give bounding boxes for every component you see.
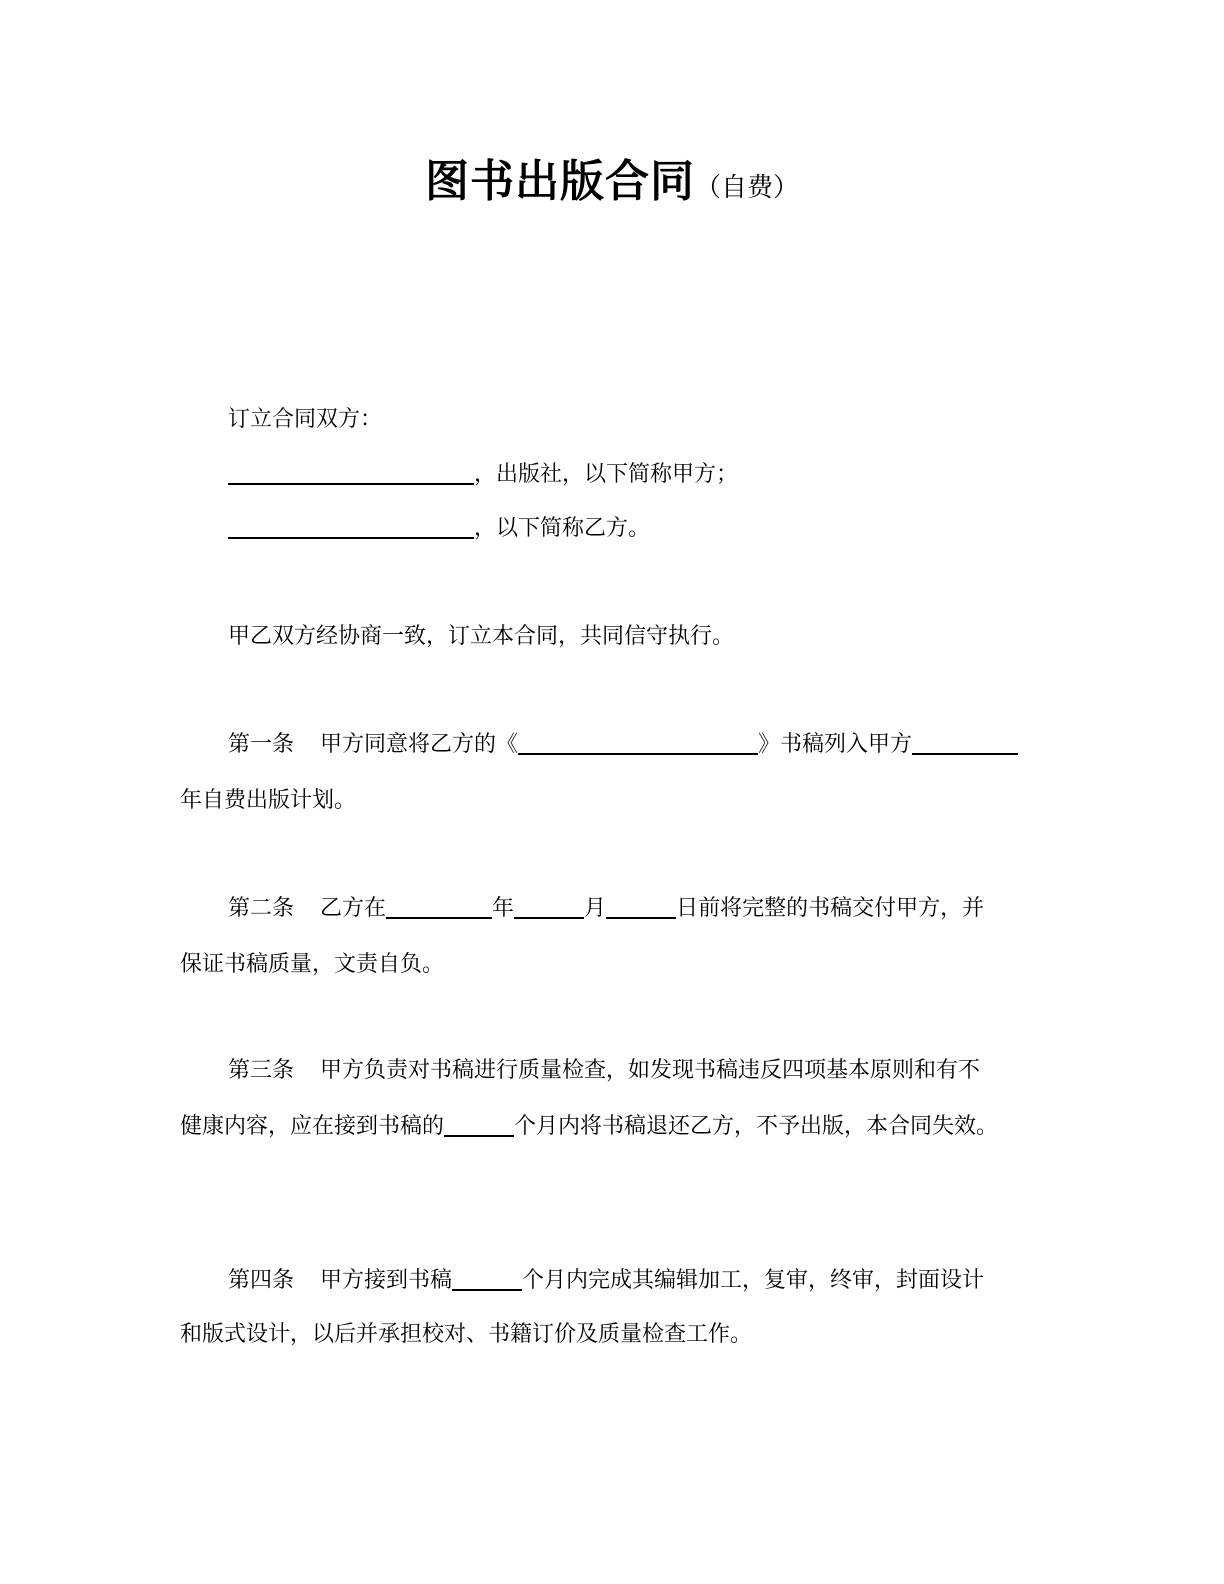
article-1-text-b: 》书稿列入甲方 <box>758 732 913 757</box>
article-4-line-1 <box>228 1266 984 1296</box>
article-2-text-a: 乙方在 <box>320 896 387 921</box>
return-months-blank[interactable] <box>444 1113 514 1137</box>
article-1-line-1 <box>228 730 1018 760</box>
party-b-line <box>228 514 650 544</box>
article-1-line-2: 年自费出版计划。 <box>180 788 357 813</box>
article-4-label: 第四条 <box>228 1268 295 1293</box>
book-title-blank[interactable] <box>518 731 758 755</box>
article-3-line-1 <box>228 1056 980 1086</box>
plan-year-blank[interactable] <box>912 731 1018 755</box>
title-subtitle: （自费） <box>694 173 799 203</box>
title-main: 图书出版合同 <box>424 156 695 207</box>
article-2-text-c: 月 <box>584 896 607 921</box>
delivery-year-blank[interactable] <box>386 895 492 919</box>
article-3-text-c: 个月内将书稿退还乙方，不予出版，本合同失效。 <box>514 1114 999 1139</box>
article-3-text-a: 甲方负责对书稿进行质量检查，如发现书稿违反四项基本原则和有不 <box>320 1058 981 1083</box>
party-b-blank[interactable] <box>228 515 474 539</box>
parties-heading: 订立合同双方： <box>228 407 383 432</box>
preamble: 甲乙双方经协商一致，订立本合同，共同信守执行。 <box>228 624 735 649</box>
delivery-month-blank[interactable] <box>514 895 584 919</box>
article-4-text-a: 甲方接到书稿 <box>320 1268 453 1293</box>
delivery-day-blank[interactable] <box>606 895 676 919</box>
article-4-line-2: 和版式设计，以后并承担校对、书籍订价及质量检查工作。 <box>180 1322 753 1347</box>
party-b-text: ，以下简称乙方。 <box>474 516 651 541</box>
article-1-text-a: 甲方同意将乙方的《 <box>320 732 519 757</box>
article-1-label: 第一条 <box>228 732 295 757</box>
party-a-line <box>228 460 738 490</box>
article-2-line-2: 保证书稿质量，文责自负。 <box>180 952 445 977</box>
article-2-line-1 <box>228 894 984 924</box>
article-2-text-b: 年 <box>492 896 515 921</box>
article-4-text-b: 个月内完成其编辑加工，复审，终审，封面设计 <box>522 1268 985 1293</box>
article-3-label: 第三条 <box>228 1058 295 1083</box>
document-title <box>0 145 1224 209</box>
article-2-text-d: 日前将完整的书稿交付甲方，并 <box>676 896 985 921</box>
article-3-line-2 <box>180 1112 998 1142</box>
editing-months-blank[interactable] <box>452 1267 522 1291</box>
party-a-blank[interactable] <box>228 461 474 485</box>
article-3-text-b: 健康内容，应在接到书稿的 <box>180 1114 445 1139</box>
article-2-label: 第二条 <box>228 896 295 921</box>
party-a-text: ，出版社，以下简称甲方； <box>474 462 739 487</box>
